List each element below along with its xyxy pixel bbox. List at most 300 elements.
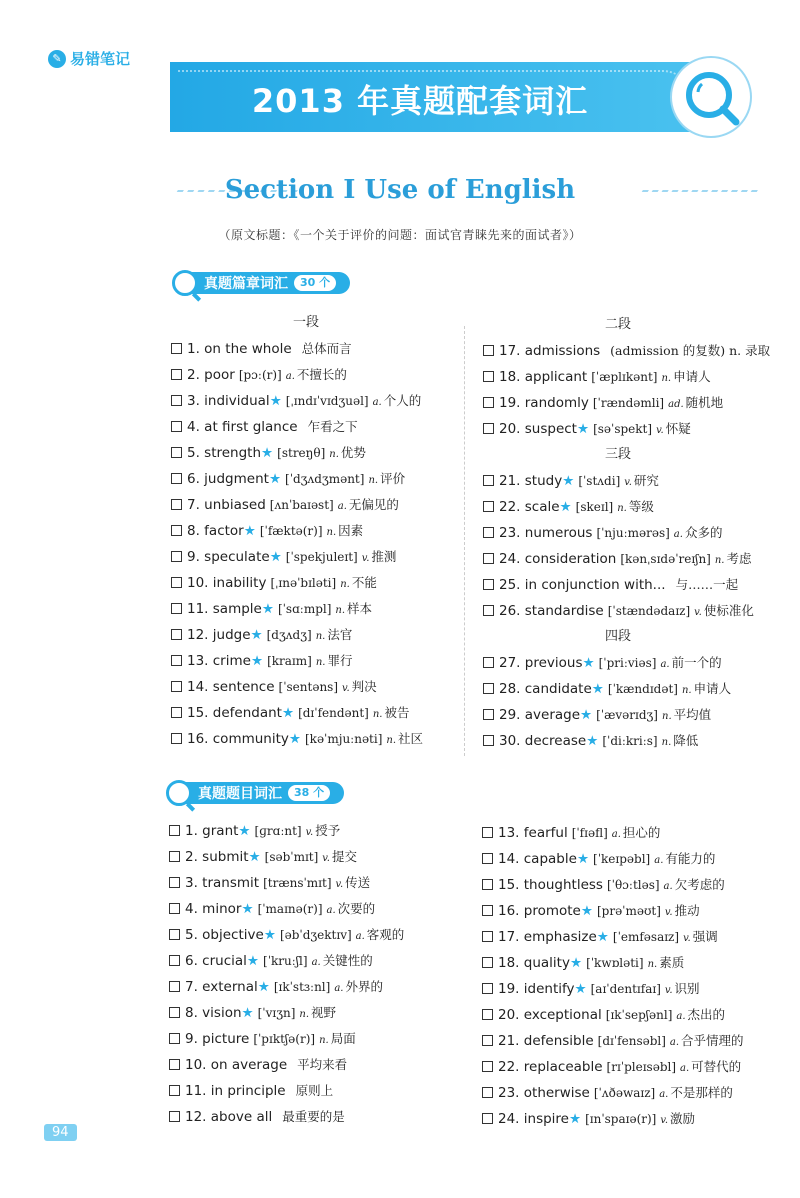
star-icon: ★ [568, 1111, 582, 1127]
vocab-item [171, 388, 461, 414]
checkbox-icon[interactable] [169, 1111, 180, 1122]
checkbox-icon[interactable] [483, 735, 494, 746]
checkbox-icon[interactable] [482, 1113, 493, 1124]
brand-logo [48, 48, 130, 69]
vocab-item [169, 870, 469, 896]
star-icon: ★ [243, 523, 256, 539]
star-icon: ★ [591, 681, 604, 697]
vocab-phonetic: [ˈsentəns] [278, 680, 339, 694]
checkbox-icon[interactable] [171, 421, 182, 432]
checkbox-icon[interactable] [169, 1033, 180, 1044]
vocab-phonetic: [ˈdʒʌdʒmənt] [285, 472, 365, 486]
vocab-word: 18. applicant [499, 369, 588, 385]
checkbox-icon[interactable] [171, 473, 182, 484]
vocab-part-of-speech: a. [663, 881, 673, 892]
vocab-phonetic: [ˈnjuːmərəs] [596, 526, 670, 540]
vocab-word: 23. otherwise [498, 1085, 590, 1101]
vocab-word: 6. judgment [187, 471, 269, 487]
vocab-meaning: 提交 [331, 849, 357, 864]
vocab-item [483, 338, 783, 364]
checkbox-icon[interactable] [483, 579, 494, 590]
checkbox-icon[interactable] [171, 369, 182, 380]
checkbox-icon[interactable] [169, 877, 180, 888]
star-icon: ★ [250, 653, 264, 669]
vocab-word: 9. speculate [187, 549, 270, 565]
star-icon: ★ [246, 953, 260, 969]
vocab-phonetic: [kraɪm] [267, 654, 312, 668]
vocab-item [171, 622, 461, 648]
vocab-item [169, 922, 469, 948]
vocab-part-of-speech: n. [647, 959, 658, 970]
vocab-part-of-speech: a. [311, 957, 321, 968]
star-icon: ★ [574, 981, 587, 997]
vocab-word: 29. average [499, 707, 581, 723]
checkbox-icon[interactable] [169, 981, 180, 992]
vocab-part-of-speech: a. [654, 855, 664, 866]
group-count: 38 个 [288, 785, 330, 801]
vocab-item [482, 820, 792, 846]
paragraph-label: 二段 [604, 317, 631, 332]
vocab-word: 1. grant [185, 823, 239, 839]
vocab-item [482, 1054, 792, 1080]
vocab-meaning: 不是那样的 [670, 1085, 733, 1100]
vocab-part-of-speech: a. [673, 529, 683, 540]
vocab-word: 15. thoughtless [498, 877, 603, 893]
vocab-meaning: 推测 [371, 549, 397, 564]
vocab-meaning: 无偏见的 [348, 497, 399, 512]
checkbox-icon[interactable] [482, 879, 493, 890]
checkbox-icon[interactable] [483, 423, 494, 434]
vocab-meaning: 原则上 [295, 1083, 334, 1098]
vocab-meaning: 乍看之下 [307, 419, 358, 434]
checkbox-icon[interactable] [169, 955, 180, 966]
vocab-meaning: 传送 [345, 875, 371, 890]
vocab-meaning: 授予 [315, 823, 341, 838]
vocab-item [169, 974, 469, 1000]
vocab-phonetic: [ˈfæktə(r)] [259, 524, 323, 538]
vocab-phonetic: [ˈsɑːmpl] [277, 602, 332, 616]
vocab-part-of-speech: v. [322, 853, 330, 864]
vocab-part-of-speech: n. [714, 555, 725, 566]
vocab-meaning: 最重要的是 [282, 1109, 345, 1124]
checkbox-icon[interactable] [169, 825, 180, 836]
vocab-word: 21. defensible [498, 1033, 594, 1049]
vocab-part-of-speech: a. [355, 931, 365, 942]
vocab-item [482, 846, 792, 872]
vocab-word: 27. previous [499, 655, 583, 671]
vocab-phonetic: [ˌɪndɪˈvɪdʒuəl] [285, 394, 369, 408]
vocab-part-of-speech: a. [372, 397, 382, 408]
star-icon: ★ [248, 849, 261, 865]
vocab-word: 7. external [185, 979, 258, 995]
group-count: 30 个 [294, 275, 336, 291]
vocab-item [482, 872, 792, 898]
group-header-passage-words [172, 270, 350, 296]
vocab-word: 11. in principle [185, 1083, 286, 1099]
vocab-part-of-speech: v. [660, 1115, 669, 1126]
checkbox-icon[interactable] [171, 577, 182, 588]
vocab-phonetic: [ɪnˈspaɪə(r)] [585, 1112, 657, 1126]
paragraph-label: 四段 [604, 629, 631, 644]
vocab-meaning: 素质 [659, 955, 685, 970]
vocab-word: 30. decrease [499, 733, 587, 749]
vocab-meaning: 考虑 [726, 551, 752, 566]
vocab-meaning: 评价 [380, 471, 406, 486]
vocab-word: 24. consideration [499, 551, 617, 567]
search-icon [166, 780, 192, 806]
vocab-word: 26. standardise [499, 603, 604, 619]
checkbox-icon[interactable] [483, 657, 494, 668]
star-icon: ★ [261, 445, 274, 461]
vocab-item [483, 598, 783, 624]
checkbox-icon[interactable] [171, 681, 182, 692]
vocab-part-of-speech: v. [342, 683, 350, 694]
vocab-word: 19. identify [498, 981, 575, 997]
vocab-item [483, 364, 783, 390]
vocab-word: 17. admissions [499, 343, 601, 359]
vocab-word: 20. suspect [499, 421, 577, 437]
vocab-item [171, 362, 461, 388]
vocab-meaning: 申请人 [673, 369, 711, 384]
vocab-phonetic: [ˈævərɪdʒ] [596, 708, 658, 722]
checkbox-icon[interactable] [171, 551, 182, 562]
vocab-phonetic: [dɪˈfensəbl] [597, 1034, 666, 1048]
vocab-item [171, 336, 461, 362]
vocab-meaning: 个人的 [383, 393, 422, 408]
vocab-item [482, 898, 792, 924]
vocab-word: 2. poor [187, 367, 235, 383]
star-icon: ★ [268, 471, 282, 487]
vocab-meaning: 因素 [338, 523, 364, 538]
checkbox-icon[interactable] [483, 397, 494, 408]
checkbox-icon[interactable] [171, 499, 182, 510]
paragraph-label: 一段 [292, 315, 319, 330]
vocab-meaning: 激励 [670, 1111, 696, 1126]
checkbox-icon[interactable] [171, 395, 182, 406]
checkbox-icon[interactable] [171, 655, 182, 666]
vocab-word: 7. unbiased [187, 497, 266, 513]
checkbox-icon[interactable] [482, 905, 493, 916]
vocab-meaning: 次要的 [337, 901, 376, 916]
source-note: （原文标题：《一个关于评价的问题：面试官青睐先来的面试者》） [218, 228, 582, 242]
star-icon: ★ [250, 627, 263, 643]
vocab-item [171, 414, 461, 440]
vocab-item [171, 700, 461, 726]
vocab-part-of-speech: n. [340, 579, 350, 590]
vocab-item [169, 1000, 469, 1026]
vocab-part-of-speech: n. [661, 373, 672, 384]
vocab-meaning: 杰出的 [687, 1007, 726, 1022]
vocab-phonetic: [prəˈməʊt] [596, 904, 661, 918]
star-icon: ★ [269, 393, 282, 409]
vocab-part-of-speech: a. [326, 905, 336, 916]
vocab-phonetic: [əbˈdʒektɪv] [279, 928, 352, 942]
vocab-phonetic: [ʌnˈbaɪəst] [269, 498, 334, 512]
vocab-word: 21. study [499, 473, 563, 489]
vocab-phonetic: [ˈemfəsaɪz] [612, 930, 680, 944]
checkbox-icon[interactable] [483, 475, 494, 486]
vocab-item [482, 976, 792, 1002]
vocab-word: 13. crime [187, 653, 251, 669]
vocab-word: 8. vision [185, 1005, 242, 1021]
vocab-word: 22. scale [499, 499, 560, 515]
passage-words-right-column [483, 312, 783, 754]
vocab-item [169, 896, 469, 922]
vocab-meaning: 有能力的 [665, 851, 716, 866]
vocab-item [482, 1106, 792, 1132]
checkbox-icon[interactable] [171, 343, 182, 354]
passage-words-left-column [171, 310, 461, 752]
vocab-phonetic: [dɪˈfendənt] [298, 706, 369, 720]
vocab-phonetic: [ˈstʌdi] [578, 474, 621, 488]
vocab-part-of-speech: n. [662, 711, 672, 722]
decorative-dashes-right [637, 190, 758, 200]
vocab-word: 18. quality [498, 955, 570, 971]
checkbox-icon[interactable] [483, 553, 494, 564]
star-icon: ★ [263, 927, 276, 943]
vocab-part-of-speech: v. [361, 553, 370, 564]
vocab-meaning: 随机地 [685, 395, 724, 410]
vocab-phonetic: [ˈspekjuleɪt] [285, 550, 358, 564]
vocab-word: 22. replaceable [498, 1059, 603, 1075]
star-icon: ★ [562, 473, 575, 489]
vocab-meaning: 判决 [351, 679, 377, 694]
vocab-meaning: 前一个的 [671, 655, 722, 670]
vocab-meaning: 视野 [311, 1005, 337, 1020]
vocab-meaning: 推动 [674, 903, 700, 918]
vocab-item [169, 818, 469, 844]
vocab-phonetic: [ˈkruːʃl] [263, 954, 308, 968]
vocab-part-of-speech: n. [368, 475, 379, 486]
vocab-meaning: 众多的 [684, 525, 723, 540]
paragraph-label: 三段 [604, 447, 631, 462]
vocab-word: 25. in conjunction with... [499, 577, 666, 593]
checkbox-icon[interactable] [171, 525, 182, 536]
vocab-meaning: 外界的 [345, 979, 383, 994]
vocab-word: 9. picture [185, 1031, 250, 1047]
vocab-phonetic: [kəˈmjuːnəti] [305, 732, 383, 746]
checkbox-icon[interactable] [169, 929, 180, 940]
vocab-phonetic: [ɡrɑːnt] [254, 824, 302, 838]
search-icon [172, 270, 198, 296]
vocab-part-of-speech: a. [660, 659, 670, 670]
checkbox-icon[interactable] [483, 501, 494, 512]
vocab-item [483, 702, 783, 728]
vocab-word: 10. on average [185, 1057, 288, 1073]
vocab-phonetic: [ˈkændɪdət] [607, 682, 678, 696]
vocab-word: 5. objective [185, 927, 264, 943]
vocab-meaning: 罪行 [327, 653, 353, 668]
star-icon: ★ [576, 851, 590, 867]
checkbox-icon[interactable] [482, 1087, 493, 1098]
vocab-meaning: 强调 [692, 929, 718, 944]
star-icon: ★ [269, 549, 282, 565]
group-label: 真题题目词汇 [198, 786, 282, 802]
vocab-meaning: 担心的 [622, 825, 661, 840]
checkbox-icon[interactable] [171, 707, 182, 718]
vocab-word: 28. candidate [499, 681, 592, 697]
vocab-meaning: 使标准化 [703, 603, 754, 618]
title-banner [170, 62, 730, 132]
vocab-meaning: 优势 [340, 445, 366, 460]
star-icon: ★ [582, 655, 595, 671]
vocab-part-of-speech: a. [285, 371, 295, 382]
vocab-phonetic: [rɪˈpleɪsəbl] [606, 1060, 677, 1074]
vocab-item [483, 520, 783, 546]
page-title: 2013 年真题配套词汇 [251, 82, 589, 120]
checkbox-icon[interactable] [483, 605, 494, 616]
vocab-word: 19. randomly [499, 395, 589, 411]
star-icon: ★ [261, 601, 274, 617]
checkbox-icon[interactable] [169, 851, 180, 862]
checkbox-icon[interactable] [482, 957, 493, 968]
star-icon: ★ [241, 1005, 254, 1021]
checkbox-icon[interactable] [483, 527, 494, 538]
vocab-word: 2. submit [185, 849, 249, 865]
vocab-item [171, 570, 461, 596]
vocab-word: 14. sentence [187, 679, 275, 695]
vocab-item [483, 546, 783, 572]
pen-icon: ✎ [48, 50, 66, 68]
vocab-phonetic: [kənˌsɪdəˈreɪʃn] [620, 552, 711, 566]
checkbox-icon[interactable] [483, 709, 494, 720]
vocab-item [482, 1028, 792, 1054]
checkbox-icon[interactable] [169, 1007, 180, 1018]
star-icon: ★ [281, 705, 295, 721]
vocab-phonetic: [ˈvɪʒn] [257, 1006, 296, 1020]
star-icon: ★ [580, 903, 593, 919]
vocab-part-of-speech: n. [372, 709, 383, 720]
checkbox-icon[interactable] [171, 603, 182, 614]
column-divider [464, 326, 465, 756]
vocab-meaning: 社区 [398, 731, 424, 746]
vocab-item [171, 726, 461, 752]
question-words-left-column [169, 818, 469, 1130]
checkbox-icon[interactable] [483, 371, 494, 382]
checkbox-icon[interactable] [169, 903, 180, 914]
vocab-part-of-speech: v. [694, 607, 702, 618]
vocab-word: 3. transmit [185, 875, 260, 891]
vocab-meaning: 局面 [330, 1031, 356, 1046]
checkbox-icon[interactable] [171, 447, 182, 458]
vocab-part-of-speech: v. [683, 933, 691, 944]
vocab-meaning: 法官 [327, 627, 353, 642]
vocab-item [483, 416, 783, 442]
vocab-meaning: 关键性的 [322, 953, 373, 968]
vocab-word: 3. individual [187, 393, 270, 409]
checkbox-icon[interactable] [483, 345, 494, 356]
vocab-item [171, 466, 461, 492]
vocab-item [171, 596, 461, 622]
checkbox-icon[interactable] [482, 1035, 493, 1046]
vocab-meaning: 平均来看 [297, 1057, 348, 1072]
vocab-part-of-speech: a. [680, 1063, 690, 1074]
vocab-part-of-speech: a. [334, 983, 344, 994]
vocab-part-of-speech: n. [299, 1009, 310, 1020]
vocab-item [171, 648, 461, 674]
vocab-item [482, 1002, 792, 1028]
vocab-phonetic: [pɔː(r)] [238, 368, 282, 382]
checkbox-icon[interactable] [482, 853, 493, 864]
vocab-meaning: 不擅长的 [296, 367, 347, 382]
vocab-phonetic: [ɪkˈstɜːnl] [273, 980, 331, 994]
vocab-part-of-speech: v. [664, 907, 673, 918]
checkbox-icon[interactable] [169, 1059, 180, 1070]
vocab-item [483, 468, 783, 494]
vocab-part-of-speech: n. [315, 631, 326, 642]
vocab-word: 13. fearful [498, 825, 568, 841]
star-icon: ★ [238, 823, 251, 839]
vocab-meaning: 等级 [628, 499, 654, 514]
vocab-part-of-speech: a. [669, 1037, 680, 1048]
vocab-word: 12. above all [185, 1109, 273, 1125]
vocab-part-of-speech: n. [681, 685, 692, 696]
vocab-phonetic: [ˈpɪktʃə(r)] [253, 1032, 316, 1046]
checkbox-icon[interactable] [482, 931, 493, 942]
vocab-meaning: 怀疑 [665, 421, 691, 436]
vocab-meaning: 降低 [673, 733, 699, 748]
checkbox-icon[interactable] [169, 1085, 180, 1096]
vocab-word: 5. strength [187, 445, 262, 461]
star-icon: ★ [596, 929, 609, 945]
vocab-meaning: (admission 的复数) n. 录取 [610, 343, 771, 358]
vocab-item [482, 924, 792, 950]
vocab-item [171, 492, 461, 518]
vocab-phonetic: [streŋθ] [277, 446, 326, 460]
vocab-meaning: 样本 [347, 601, 373, 616]
vocab-part-of-speech: n. [326, 527, 337, 538]
vocab-item [483, 494, 783, 520]
vocab-phonetic: [ɪkˈsepʃənl] [605, 1008, 673, 1022]
vocab-phonetic: [ˈpriːviəs] [598, 656, 657, 670]
vocab-meaning: 平均值 [673, 707, 712, 722]
vocab-word: 16. community [187, 731, 289, 747]
checkbox-icon[interactable] [482, 983, 493, 994]
star-icon: ★ [569, 955, 583, 971]
vocab-phonetic: [ˈdiːkriːs] [602, 734, 658, 748]
vocab-word: 10. inability [187, 575, 267, 591]
vocab-item [482, 1080, 792, 1106]
vocab-meaning: 总体而言 [301, 341, 352, 356]
checkbox-icon[interactable] [171, 629, 182, 640]
checkbox-icon[interactable] [482, 827, 493, 838]
vocab-item [483, 728, 783, 754]
vocab-meaning: 研究 [633, 473, 659, 488]
vocab-item [169, 1078, 469, 1104]
checkbox-icon[interactable] [483, 683, 494, 694]
group-header-question-words [166, 780, 344, 806]
checkbox-icon[interactable] [482, 1009, 493, 1020]
vocab-phonetic: [skeɪl] [575, 500, 614, 514]
checkbox-icon[interactable] [171, 733, 182, 744]
vocab-part-of-speech: ad. [668, 399, 684, 410]
checkbox-icon[interactable] [482, 1061, 493, 1072]
star-icon: ★ [257, 979, 270, 995]
vocab-item [483, 390, 783, 416]
vocab-phonetic: [ˌɪnəˈbɪləti] [270, 576, 337, 590]
vocab-meaning: 欠考虑的 [674, 877, 725, 892]
vocab-part-of-speech: n. [329, 449, 339, 460]
vocab-item [169, 1026, 469, 1052]
vocab-phonetic: [ˈæplɪkənt] [591, 370, 658, 384]
vocab-word: 16. promote [498, 903, 581, 919]
vocab-item [169, 1104, 469, 1130]
vocab-word: 23. numerous [499, 525, 593, 541]
vocab-meaning: 不能 [351, 575, 377, 590]
star-icon: ★ [576, 421, 590, 437]
vocab-part-of-speech: n. [386, 735, 397, 746]
vocab-item [171, 544, 461, 570]
